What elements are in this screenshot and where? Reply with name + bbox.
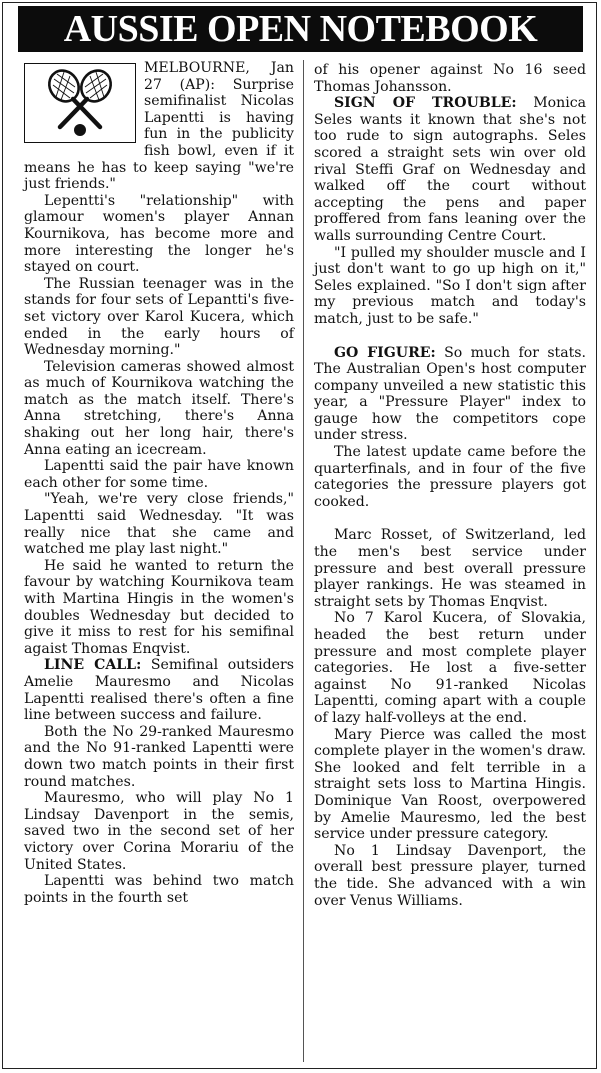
paragraph: Mary Pierce was called the most complete player in the women's draw. She looked and felt terrible in a straight sets loss to Martina Hingis. Dominique Van Roost, overpowered by Amelie Mauresmo, led the best service under pressure category.	[314, 726, 586, 843]
paragraph: The Russian teenager was in the stands for four sets of Lepantti's five-set victory over Karol Kucera, which ended in the early hours of Wednesday morning."	[24, 275, 294, 359]
paragraph: Lapentti was behind two match points in the fourth set	[24, 873, 294, 906]
section-heading: LINE CALL:	[44, 657, 142, 674]
paragraph: No 1 Lindsay Davenport, the overall best pressure player, turned the tide. She advanced with a win over Venus Williams.	[314, 842, 586, 909]
headline-banner: AUSSIE OPEN NOTEBOOK	[18, 6, 583, 52]
section-heading: SIGN OF TROUBLE:	[334, 95, 517, 112]
paragraph: "Yeah, we're very close friends," Lapentti said Wednesday. "It was really nice that she came and watched me play last night."	[24, 491, 294, 558]
section-paragraph: GO FIGURE: So much for stats. The Australian Open's host computer company unveiled a new statistic this year, a "Pressure Player" index to gauge how the competitors cope under stress.	[314, 344, 587, 444]
crossed-tennis-rackets-icon	[24, 63, 136, 143]
paragraph: "I pulled my shoulder muscle and I just don't want to go up high on it," Seles explained. "So I don't sign after my previous match and today's match, just to be safe."	[314, 244, 586, 327]
section-paragraph: LINE CALL: Semifinal outsiders Amelie Mauresmo and Nicolas Lapentti realised there's often a fine line between success and failure.	[24, 657, 294, 724]
column-right	[314, 62, 586, 909]
column-left	[24, 60, 294, 906]
section-heading: GO FIGURE:	[334, 344, 436, 361]
paragraph: Lapentti said the pair have known each other for some time.	[24, 458, 294, 491]
paragraph: Mauresmo, who will play No 1 Lindsay Davenport in the semis, saved two in the second set of her victory over Corina Morariu of the United States.	[24, 790, 294, 873]
paragraph: of his opener against No 16 seed Thomas Johansson.	[314, 62, 586, 95]
paragraph: No 7 Karol Kucera, of Slovakia, headed the best return under pressure and most complete player categories. He lost a five-setter against No 91-ranked Nicolas Lapentti, coming apart with a couple of lazy half-volleys at the end.	[314, 610, 586, 726]
column-rule	[303, 60, 304, 1062]
paragraph: He said he wanted to return the favour by watching Kournikova team with Martina Hingis in the women's doubles Wednesday but decided to give it miss to rest for his semifinal agaist Thomas Enqvist.	[24, 557, 294, 657]
paragraph: Marc Rosset, of Switzerland, led the men's best service under pressure and best overall pressure player rankings. He was steamed in straight sets by Thomas Enqvist.	[314, 527, 586, 610]
section-paragraph: SIGN OF TROUBLE: Monica Seles wants it known that she's not too rude to sign autographs. Seles scored a straight sets win over old rival Steffi Graf on Wednesday and walked off the court without accepting the pens and paper proffered from fans leaning over the walls surrounding Centre Court.	[314, 95, 587, 244]
paragraph: Television cameras showed almost as much of Kournikova watching the match as the match itself. There's Anna stretching, there's Anna shaking out her long hair, there's Anna eating an icecream.	[24, 358, 294, 458]
paragraph: The latest update came before the quarterfinals, and in four of the five categories the pressure players got cooked.	[314, 444, 586, 510]
paragraph: MELBOURNE, Jan 27 (AP): Surprise semifinalist Nicolas Lapentti is having fun in the publicity fish bowl, even if it means he has to keep saying "we're just friends."	[24, 60, 294, 193]
paragraph: Lepentti's "relationship" with glamour women's player Annan Kournikova, has become more and more interesting the longer he's stayed on court.	[24, 192, 294, 276]
paragraph: Both the No 29-ranked Mauresmo and the No 91-ranked Lapentti were down two match points in their first round matches.	[24, 723, 294, 790]
